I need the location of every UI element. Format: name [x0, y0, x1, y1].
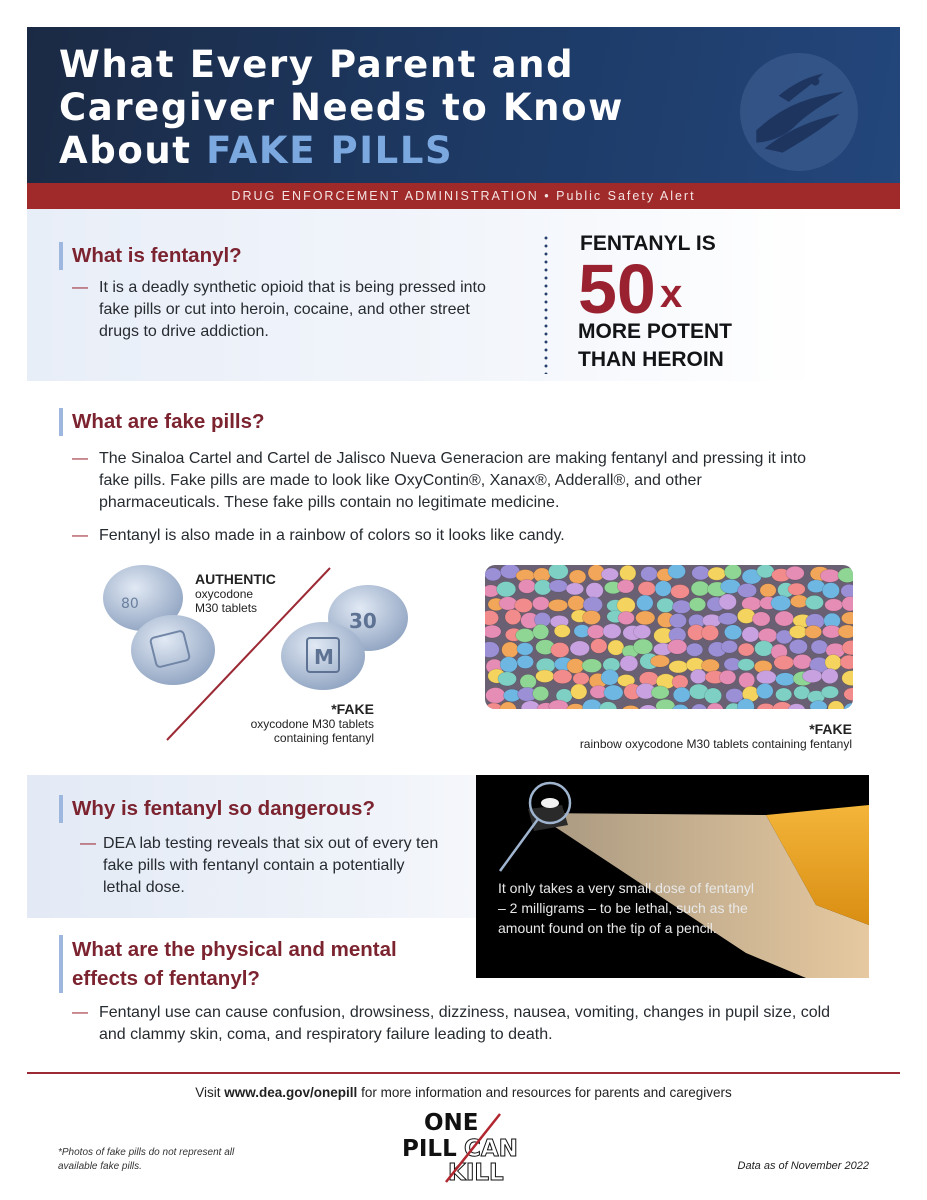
rainbow-pill	[825, 655, 841, 670]
rainbow-title: *FAKE	[809, 721, 852, 737]
rainbow-pill	[701, 625, 718, 640]
rainbow-pill	[554, 625, 570, 638]
bullet-dash: —	[72, 527, 88, 544]
rainbow-pill	[536, 670, 554, 683]
rainbow-pill	[788, 704, 805, 709]
rainbow-pill	[498, 672, 517, 686]
rainbow-pill	[691, 704, 707, 709]
stat-more-potent	[578, 318, 778, 374]
rainbow-pill	[551, 642, 569, 657]
rainbow-pill	[821, 686, 838, 698]
rainbow-pill	[691, 581, 709, 596]
rainbow-pill	[719, 670, 736, 684]
visit-prefix: Visit	[195, 1085, 221, 1100]
logo-pill: PILL	[402, 1136, 457, 1162]
authentic-title: AUTHENTIC	[195, 571, 276, 587]
rainbow-pill	[738, 583, 757, 597]
bullet-rainbow: Fentanyl is also made in a rainbow of colors so it looks like candy.	[99, 527, 565, 544]
rainbow-pill	[724, 625, 741, 640]
heading-what-are-fake-pills: What are fake pills?	[72, 408, 265, 436]
title-line-2: Caregiver Needs to Know	[59, 86, 624, 129]
rainbow-pill	[582, 699, 601, 709]
rainbow-pill	[639, 705, 657, 709]
header-banner	[27, 27, 900, 183]
rainbow-pill	[518, 579, 535, 593]
stat-bottom-line2: THAN HEROIN	[578, 348, 724, 371]
public-safety-alert-bar: DRUG ENFORCEMENT ADMINISTRATION • Public Safety Alert	[27, 183, 900, 209]
rainbow-pill	[533, 686, 549, 700]
stat-fentanyl-is: FENTANYL IS	[580, 232, 716, 255]
rainbow-pill	[686, 643, 702, 656]
stamp-30: 30	[349, 609, 377, 633]
dotted-divider	[544, 234, 548, 374]
rainbow-pill	[566, 704, 585, 709]
rainbow-pill	[651, 686, 669, 699]
rainbow-pill	[820, 569, 840, 582]
rainbow-pill	[705, 688, 722, 704]
rainbow-pill	[502, 642, 519, 658]
rainbow-pill	[668, 565, 686, 579]
rainbow-pill	[636, 611, 655, 625]
one-pill-can-kill-logo	[400, 1108, 530, 1184]
rainbow-pill	[776, 673, 795, 686]
authentic-line1: oxycodone	[195, 587, 254, 601]
rainbow-pill	[517, 643, 533, 655]
rainbow-pill	[672, 600, 690, 613]
rainbow-pill	[821, 669, 838, 684]
visit-suffix: for more information and resources for parents and caregivers	[361, 1085, 732, 1100]
rainbow-label	[500, 722, 852, 751]
rainbow-pill	[802, 670, 822, 683]
rainbow-pill	[738, 659, 755, 671]
rainbow-pill	[752, 612, 770, 626]
logo-kill: KILL	[448, 1160, 504, 1184]
rainbow-pill	[838, 568, 853, 583]
rainbow-pill	[760, 584, 776, 597]
title-about: About	[59, 129, 192, 172]
rainbow-pill	[822, 583, 839, 599]
heading-effects-line1: What are the physical and mental	[72, 938, 397, 961]
rainbow-pill	[718, 613, 737, 625]
rainbow-pill	[620, 565, 636, 581]
rainbow-pill	[571, 684, 587, 699]
rainbow-pill	[618, 611, 634, 624]
rainbow-pill	[608, 640, 624, 655]
rainbow-pill	[486, 688, 506, 704]
bullet-lab-testing: DEA lab testing reveals that six out of every ten fake pills with fentanyl contain a potentially lethal dose.	[103, 835, 439, 896]
rainbow-pill	[842, 597, 853, 611]
stat-bottom-line1: MORE POTENT	[578, 320, 733, 343]
rainbow-pill	[756, 671, 776, 684]
pencil-tip-photo	[476, 775, 869, 978]
rainbow-pill	[520, 674, 536, 689]
bullet-dash: —	[80, 835, 96, 852]
rainbow-pill	[844, 688, 853, 701]
rainbow-pill	[788, 583, 805, 595]
rainbow-pill	[774, 656, 794, 670]
rainbow-pill	[724, 565, 741, 579]
rainbow-pill	[757, 683, 774, 698]
rainbow-pill	[842, 671, 853, 686]
rainbow-pill	[828, 701, 844, 709]
rainbow-pill	[586, 583, 603, 599]
rainbow-pill	[505, 609, 521, 624]
rainbow-pills-photo	[485, 565, 853, 709]
page-title	[59, 43, 659, 172]
rainbow-pill	[566, 583, 584, 595]
dea-seal-icon	[738, 51, 860, 173]
rainbow-pill	[604, 685, 623, 700]
rainbow-pill	[587, 625, 604, 639]
rainbow-pill	[582, 659, 602, 673]
rainbow-pill	[672, 675, 688, 689]
rainbow-pill	[620, 656, 638, 672]
rainbow-pill	[755, 641, 774, 656]
rainbow-pill	[655, 581, 671, 597]
authentic-pill-2	[131, 615, 215, 685]
rainbow-pill	[657, 598, 674, 612]
rainbow-pill	[673, 687, 690, 702]
fake-title: *FAKE	[331, 701, 374, 717]
rainbow-pill	[601, 568, 618, 581]
rainbow-pill	[485, 568, 501, 581]
rainbow-pill	[570, 641, 589, 656]
rainbow-pill	[573, 672, 589, 684]
photo-footnote: *Photos of fake pills do not represent all available fake pills.	[58, 1147, 235, 1172]
rainbow-pill	[668, 639, 687, 654]
rainbow-pill	[721, 640, 737, 653]
rainbow-pill	[671, 585, 690, 599]
bullet-dash: —	[72, 450, 88, 467]
bullet-what-is-fentanyl: It is a deadly synthetic opioid that is being pressed into fake pills or cut into heroin, cocaine, and other street drugs to drive addiction.	[99, 279, 486, 340]
rainbow-pill	[840, 655, 853, 669]
rainbow-pill	[786, 566, 804, 580]
rainbow-pill	[719, 594, 737, 610]
rainbow-pill	[805, 625, 822, 638]
title-fake-pills: FAKE PILLS	[206, 129, 454, 172]
rainbow-pill	[656, 699, 675, 709]
bullet-cartels: The Sinaloa Cartel and Cartel de Jalisco Nueva Generacion are making fentanyl and pressing it into fake pills. Fake pills are made to look like OxyContin®, Xanax®, Adderall®, and other pharmaceuticals. These fake pills contain no legitimate medicine.	[99, 450, 807, 511]
rainbow-pill	[622, 705, 640, 709]
rainbow-pill	[789, 625, 806, 638]
fake-label	[200, 702, 374, 745]
rainbow-pill	[742, 627, 759, 642]
heading-effects-line2: effects of fentanyl?	[72, 967, 260, 990]
stat-number: 50	[578, 250, 656, 328]
rainbow-pill	[500, 657, 517, 672]
bullet-effects: Fentanyl use can cause confusion, drowsiness, dizziness, nausea, vomiting, changes in pupil size, cold and clammy skin, coma, and respiratory failure leading to death.	[99, 1004, 831, 1043]
fake-line1: oxycodone M30 tablets	[250, 717, 374, 731]
rainbow-pill	[599, 702, 616, 709]
heading-why-dangerous: Why is fentanyl so dangerous?	[72, 795, 375, 823]
rainbow-pill	[838, 625, 853, 638]
rainbow-pill	[641, 567, 658, 581]
rainbow-pill	[549, 565, 569, 579]
rainbow-pill	[497, 582, 516, 597]
rainbow-pill	[548, 599, 567, 611]
rainbow-pill	[650, 655, 669, 667]
svg-text:80: 80	[121, 596, 139, 612]
title-line-1: What Every Parent and	[59, 43, 575, 86]
rainbow-pill	[637, 595, 654, 611]
rainbow-pill	[707, 703, 724, 709]
bullet-dash: —	[72, 1004, 88, 1021]
rainbow-pill	[533, 624, 549, 639]
rainbow-pill	[499, 597, 517, 610]
rainbow-pill	[708, 567, 726, 580]
logo-one: ONE	[424, 1110, 479, 1136]
rainbow-pill	[485, 610, 499, 625]
rainbow-pill	[601, 670, 619, 686]
rainbow-pill	[771, 595, 791, 610]
rainbow-pill	[638, 582, 656, 596]
heading-effects	[72, 935, 452, 993]
rainbow-pill	[603, 624, 621, 639]
rainbow-pill	[690, 669, 706, 683]
rainbow-pill	[485, 625, 501, 638]
rainbow-pill	[568, 596, 585, 611]
rainbow-pill	[689, 598, 705, 612]
footer-divider	[27, 1072, 900, 1074]
data-as-of: Data as of November 2022	[737, 1160, 869, 1172]
rainbow-pill	[669, 661, 688, 673]
rainbow-pill	[841, 584, 853, 597]
rainbow-pill	[569, 570, 586, 584]
rainbow-pill	[793, 654, 812, 669]
rainbow-pill	[534, 580, 551, 595]
rainbow-pill	[825, 599, 843, 611]
logo-can: CAN	[464, 1136, 518, 1162]
rainbow-pills-graphic	[485, 565, 853, 709]
rainbow-pill	[789, 639, 807, 654]
rainbow-pill	[805, 595, 823, 609]
visit-link[interactable]: www.dea.gov/onepill	[224, 1085, 358, 1100]
rainbow-pill	[591, 639, 607, 654]
pencil-graphic	[476, 775, 869, 978]
rainbow-pill	[567, 659, 584, 674]
visit-line	[0, 1085, 927, 1100]
rainbow-pill	[775, 611, 794, 626]
rainbow-pill	[549, 580, 567, 592]
rainbow-pill	[841, 612, 853, 624]
rainbow-pill	[692, 566, 710, 580]
rainbow-caption: rainbow oxycodone M30 tablets containing fentanyl	[579, 737, 852, 751]
rainbow-pill	[669, 613, 686, 627]
stat-unit: x	[660, 272, 683, 316]
rainbow-pill	[776, 688, 792, 701]
rainbow-pill	[811, 640, 828, 654]
bullet-dash: —	[72, 279, 88, 296]
stamp-m: M	[314, 645, 334, 669]
rainbow-pill	[500, 702, 517, 709]
authentic-label	[195, 572, 276, 615]
rainbow-pill	[553, 670, 572, 684]
pencil-caption: It only takes a very small dose of fentanyl – 2 milligrams – to be lethal, such as the amount found on the tip of a pencil.	[498, 880, 755, 936]
rainbow-pill	[633, 639, 652, 654]
rainbow-pill	[844, 703, 853, 709]
rainbow-pill	[633, 625, 650, 639]
authentic-line2: M30 tablets	[195, 601, 258, 615]
rainbow-pill	[738, 643, 754, 656]
rainbow-pill	[582, 610, 600, 624]
rainbow-pill	[758, 628, 777, 642]
fake-line2: containing fentanyl	[273, 731, 374, 745]
title-line-3	[59, 129, 659, 172]
rainbow-pill	[739, 672, 755, 688]
rainbow-pill	[485, 642, 499, 658]
rainbow-pill	[517, 655, 534, 668]
rainbow-pill	[701, 659, 719, 672]
heading-what-is-fentanyl: What is fentanyl?	[72, 242, 242, 270]
rainbow-pill	[516, 629, 535, 643]
rainbow-pill	[617, 580, 634, 593]
rainbow-pill	[532, 597, 549, 611]
